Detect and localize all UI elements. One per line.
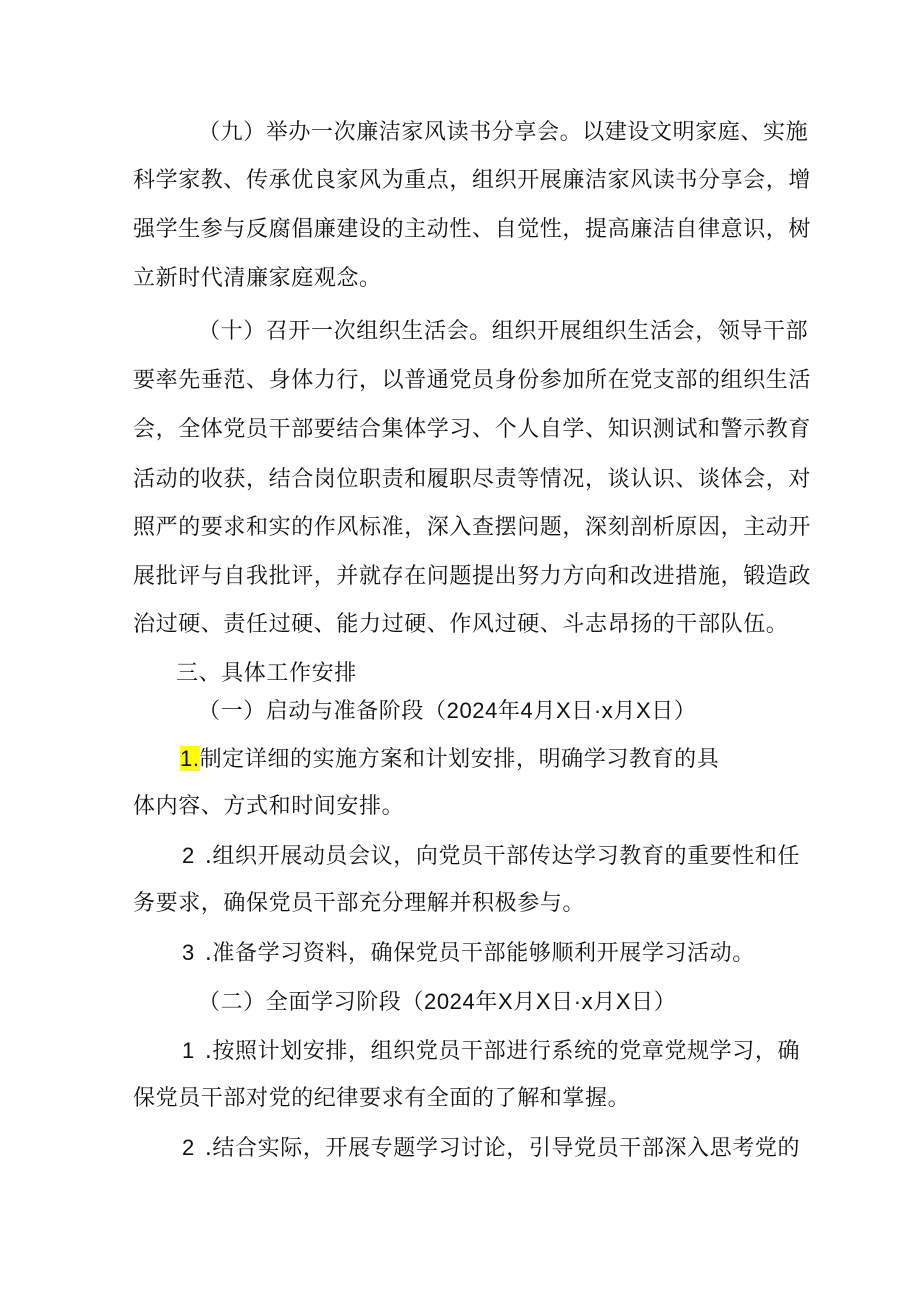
stage-2-item-2-number: 2 — [182, 1135, 195, 1160]
stage-2-heading-prefix: （二）全面学习阶段（ — [198, 990, 425, 1015]
paragraph-10-line-2: 要率先垂范、身体力行，以普通党员身份参加所在党支部的组织生活 — [133, 368, 812, 393]
stage-1-item-2-line-1 — [182, 841, 800, 872]
stage-1-item-3-number: 3 — [182, 940, 195, 965]
paragraph-9-line-2: 科学家教、传承优良家风为重点，组织开展廉洁家风读书分享会，增 — [133, 168, 812, 193]
stage-2-item-1-number: 1 — [182, 1038, 195, 1063]
stage-1-heading-prefix: （一）启动与准备阶段（ — [198, 699, 447, 724]
stage-1-item-2-number: 2 — [182, 843, 195, 868]
paragraph-10-line-7: 治过硬、责任过硬、能力过硬、作风过硬、斗志昂扬的干部队伍。 — [133, 612, 789, 637]
paragraph-9-line-1: （九）举办一次廉洁家风读书分享会。以建设文明家庭、实施 — [198, 120, 809, 145]
stage-1-item-1-text: 制定详细的实施方案和计划安排，明确学习教育的具 — [199, 747, 720, 772]
stage-2-heading — [198, 987, 676, 1018]
paragraph-10-line-4: 活动的收获，结合岗位职责和履职尽责等情况，谈认识、谈体会，对 — [133, 467, 812, 492]
stage-1-item-1-line-2: 体内容、方式和时间安排。 — [133, 794, 405, 819]
paragraph-9-line-3: 强学生参与反腐倡廉建设的主动性、自觉性，提高廉洁自律意识，树 — [133, 217, 812, 242]
paragraph-10-line-6: 展批评与自我批评，并就存在问题提出努力方向和改进措施，锻造政 — [133, 564, 812, 589]
stage-1-item-1-number-highlight: 1. — [180, 746, 200, 771]
stage-2-item-1-text: .按照计划安排，组织党员干部进行系统的党章党规学习，确 — [204, 1039, 801, 1064]
stage-2-heading-dates: 2024年X月X日·x月X日 — [424, 989, 654, 1014]
stage-1-heading-dates: 2024年4月X日·x月X日 — [446, 698, 674, 723]
stage-2-item-1-line-2: 保党员干部对党的纪律要求有全面的了解和掌握。 — [133, 1086, 631, 1111]
paragraph-10-line-3: 会，全体党员干部要结合集体学习、个人自学、知识测试和警示教育 — [133, 417, 812, 442]
paragraph-10-line-5: 照严的要求和实的作风标准，深入查摆问题，深刻剖析原因，主动开 — [133, 515, 812, 540]
paragraph-9-line-4: 立新时代清廉家庭观念。 — [133, 266, 382, 291]
stage-2-heading-suffix: ） — [653, 990, 677, 1015]
stage-2-item-2-text: .结合实际，开展专题学习讨论，引导党员干部深入思考党的 — [204, 1136, 801, 1161]
stage-1-heading — [198, 696, 696, 727]
stage-1-item-3-text: .准备学习资料，确保党员干部能够顺利开展学习活动。 — [204, 941, 755, 966]
stage-1-item-3-line-1 — [182, 938, 755, 969]
section-3-heading: 三、具体工作安排 — [176, 661, 357, 686]
stage-2-item-1-line-1 — [182, 1036, 800, 1067]
stage-1-heading-suffix: ） — [673, 699, 697, 724]
stage-1-item-1-line-1 — [180, 744, 719, 775]
stage-1-item-2-line-2: 务要求，确保党员干部充分理解并积极参与。 — [133, 891, 586, 916]
paragraph-10-line-1: （十）召开一次组织生活会。组织开展组织生活会，领导干部 — [198, 319, 809, 344]
stage-1-item-2-text: .组织开展动员会议，向党员干部传达学习教育的重要性和任 — [204, 844, 801, 869]
stage-2-item-2-line-1 — [182, 1133, 800, 1164]
